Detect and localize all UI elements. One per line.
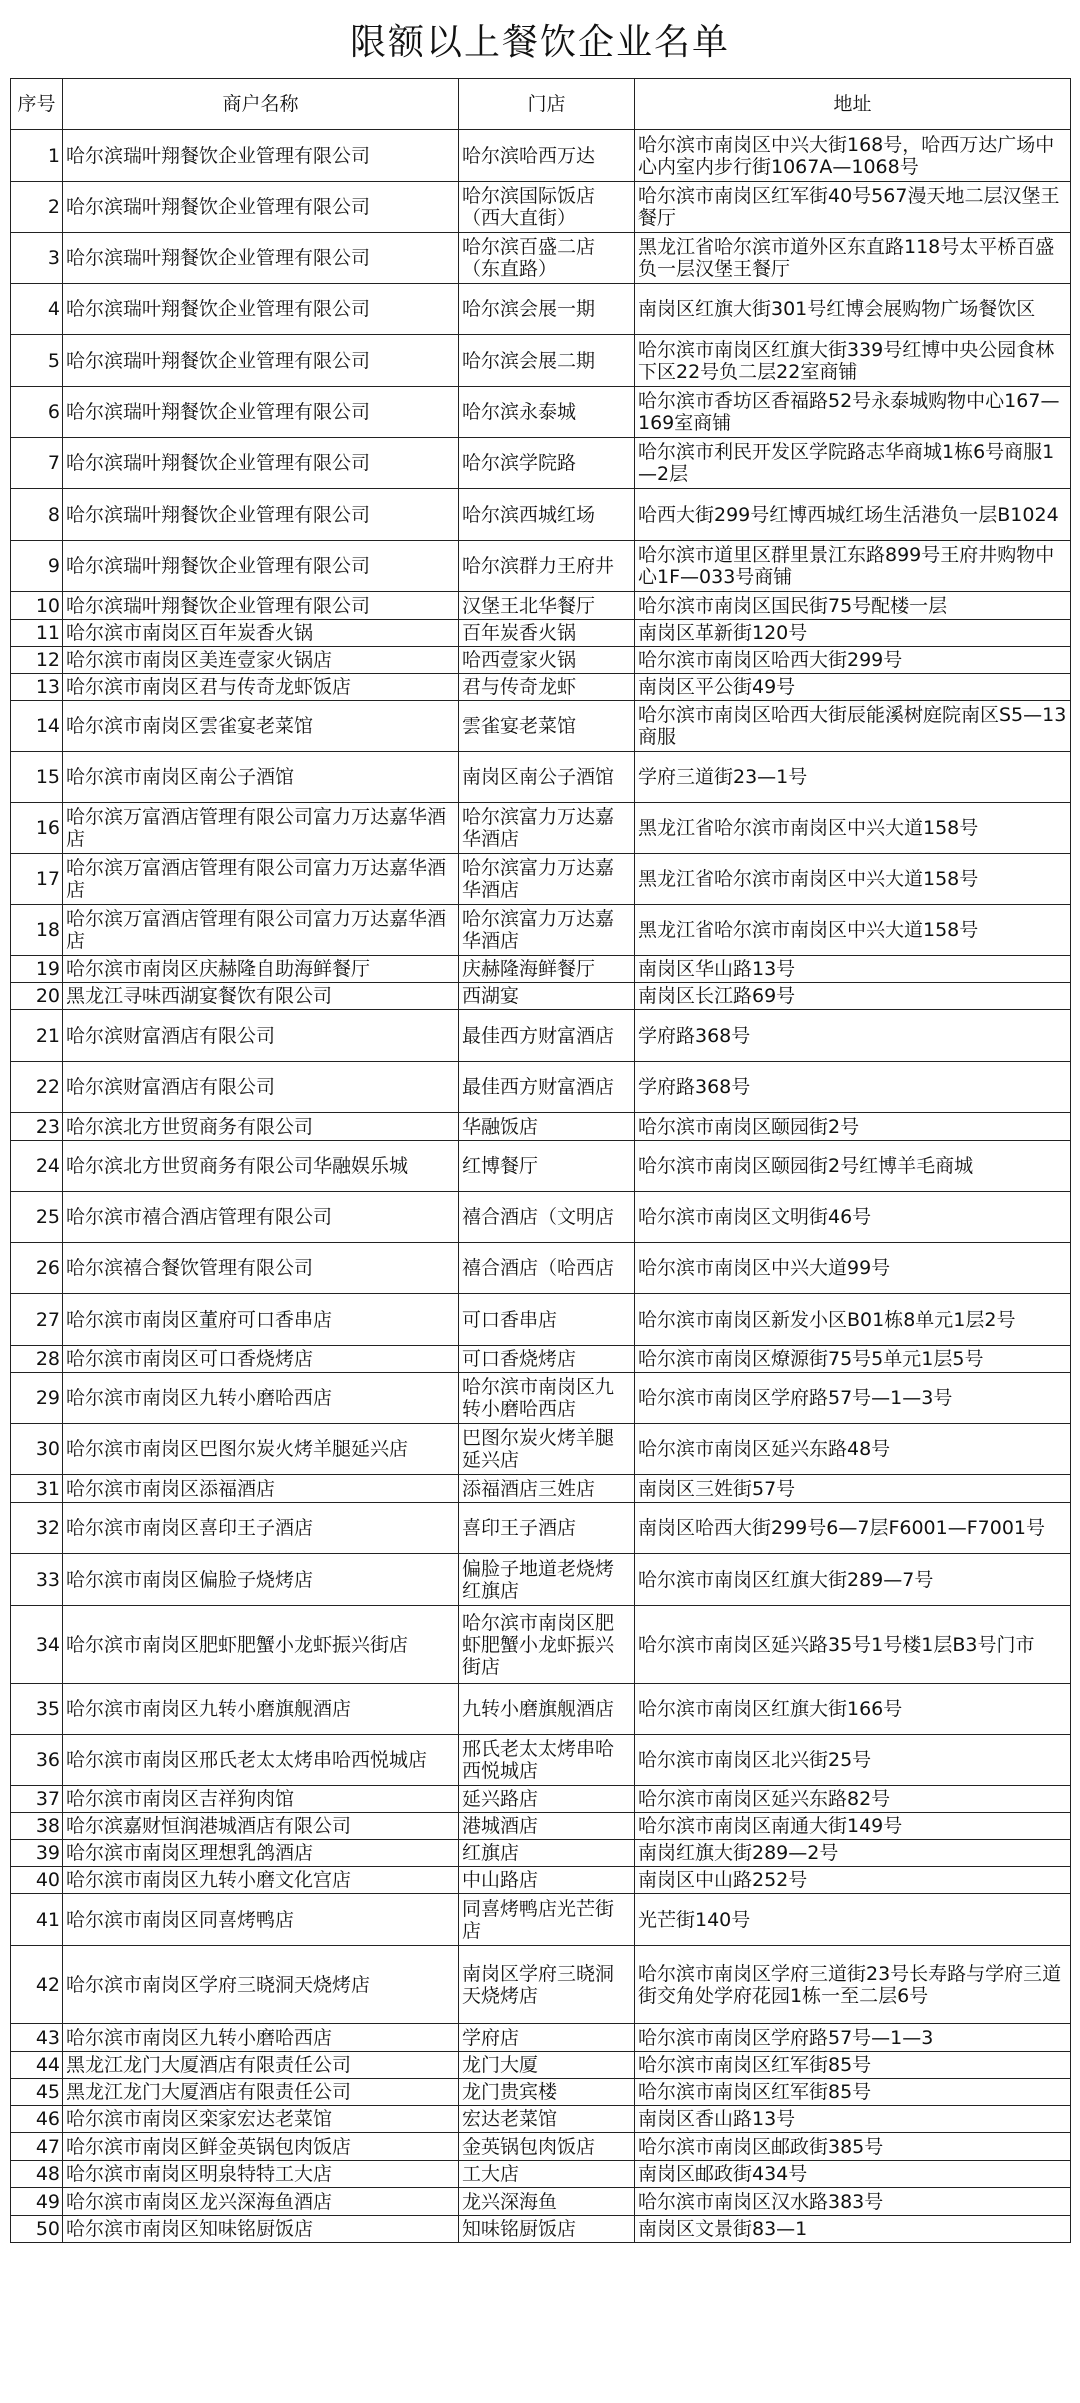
cell-address: 南岗区香山路13号	[635, 2106, 1071, 2133]
cell-address: 黑龙江省哈尔滨市南岗区中兴大道158号	[635, 905, 1071, 956]
cell-store: 哈尔滨学院路	[459, 438, 635, 489]
cell-store: 添福酒店三姓店	[459, 1475, 635, 1503]
cell-store: 学府店	[459, 2024, 635, 2052]
cell-no: 15	[11, 752, 63, 803]
table-row	[11, 1503, 1071, 1554]
cell-store: 龙门大厦	[459, 2052, 635, 2079]
cell-address: 黑龙江省哈尔滨市南岗区中兴大道158号	[635, 803, 1071, 854]
cell-merchant-name: 哈尔滨禧合餐饮管理有限公司	[63, 1243, 459, 1294]
table-row	[11, 387, 1071, 438]
cell-address: 光芒街140号	[635, 1894, 1071, 1946]
cell-merchant-name: 哈尔滨市南岗区明泉特特工大店	[63, 2161, 459, 2188]
table-row	[11, 2133, 1071, 2161]
enterprise-table	[10, 78, 1071, 2243]
cell-address: 哈尔滨市南岗区汉水路383号	[635, 2188, 1071, 2216]
cell-no: 26	[11, 1243, 63, 1294]
cell-no: 2	[11, 182, 63, 233]
cell-address: 南岗红旗大街289—2号	[635, 1840, 1071, 1867]
table-row	[11, 2024, 1071, 2052]
cell-merchant-name: 哈尔滨市南岗区学府三晓洞天烧烤店	[63, 1946, 459, 2024]
cell-merchant-name: 哈尔滨市南岗区九转小磨旗舰酒店	[63, 1684, 459, 1735]
cell-address: 哈尔滨市南岗区学府路57号—1—3号	[635, 1373, 1071, 1424]
table-row	[11, 701, 1071, 752]
cell-merchant-name: 哈尔滨财富酒店有限公司	[63, 1062, 459, 1113]
table-row	[11, 1141, 1071, 1192]
cell-address: 哈尔滨市南岗区颐园街2号红博羊毛商城	[635, 1141, 1071, 1192]
cell-store: 哈尔滨国际饭店（西大直街）	[459, 182, 635, 233]
cell-merchant-name: 哈尔滨北方世贸商务有限公司华融娱乐城	[63, 1141, 459, 1192]
cell-address: 哈尔滨市道里区群里景江东路899号王府井购物中心1F—033号商铺	[635, 541, 1071, 592]
cell-store: 可口香串店	[459, 1294, 635, 1346]
table-row	[11, 1192, 1071, 1243]
table-row	[11, 983, 1071, 1010]
cell-merchant-name: 哈尔滨市南岗区可口香烧烤店	[63, 1346, 459, 1373]
cell-store: 南岗区学府三晓洞天烧烤店	[459, 1946, 635, 2024]
cell-address: 哈尔滨市南岗区燎源街75号5单元1层5号	[635, 1346, 1071, 1373]
table-row	[11, 752, 1071, 803]
table-row	[11, 674, 1071, 701]
page-title: 限额以上餐饮企业名单	[349, 21, 730, 63]
cell-merchant-name: 哈尔滨万富酒店管理有限公司富力万达嘉华酒店	[63, 905, 459, 956]
table-row	[11, 1554, 1071, 1606]
cell-store: 同喜烤鸭店光芒街店	[459, 1894, 635, 1946]
cell-store: 百年炭香火锅	[459, 620, 635, 647]
table-row	[11, 335, 1071, 387]
cell-address: 哈尔滨市南岗区学府路57号—1—3	[635, 2024, 1071, 2052]
cell-store: 最佳西方财富酒店	[459, 1010, 635, 1062]
cell-no: 44	[11, 2052, 63, 2079]
cell-address: 南岗区邮政街434号	[635, 2161, 1071, 2188]
cell-address: 南岗区中山路252号	[635, 1867, 1071, 1894]
cell-address: 南岗区革新街120号	[635, 620, 1071, 647]
cell-no: 49	[11, 2188, 63, 2216]
cell-no: 8	[11, 489, 63, 541]
cell-store: 哈尔滨市南岗区肥虾肥蟹小龙虾振兴街店	[459, 1606, 635, 1684]
cell-address: 南岗区三姓街57号	[635, 1475, 1071, 1503]
cell-merchant-name: 哈尔滨市南岗区南公子酒馆	[63, 752, 459, 803]
cell-no: 41	[11, 1894, 63, 1946]
cell-store: 雲雀宴老菜馆	[459, 701, 635, 752]
cell-address: 南岗区华山路13号	[635, 956, 1071, 983]
cell-no: 11	[11, 620, 63, 647]
cell-store: 可口香烧烤店	[459, 1346, 635, 1373]
cell-merchant-name: 哈尔滨市南岗区理想乳鸽酒店	[63, 1840, 459, 1867]
table-header-row	[11, 79, 1071, 130]
header-address: 地址	[635, 79, 1071, 130]
cell-store: 哈尔滨富力万达嘉华酒店	[459, 854, 635, 905]
cell-store: 延兴路店	[459, 1786, 635, 1813]
cell-no: 50	[11, 2216, 63, 2243]
cell-merchant-name: 哈尔滨市南岗区偏脸子烧烤店	[63, 1554, 459, 1606]
cell-address: 哈尔滨市南岗区国民街75号配楼一层	[635, 592, 1071, 620]
cell-no: 42	[11, 1946, 63, 2024]
cell-no: 16	[11, 803, 63, 854]
cell-no: 34	[11, 1606, 63, 1684]
table-row	[11, 1010, 1071, 1062]
cell-store: 港城酒店	[459, 1813, 635, 1840]
cell-address: 哈尔滨市南岗区学府三道街23号长寿路与学府三道街交角处学府花园1栋一至二层6号	[635, 1946, 1071, 2024]
table-row	[11, 182, 1071, 233]
cell-store: 汉堡王北华餐厅	[459, 592, 635, 620]
table-row	[11, 905, 1071, 956]
cell-no: 33	[11, 1554, 63, 1606]
cell-merchant-name: 哈尔滨北方世贸商务有限公司	[63, 1113, 459, 1141]
cell-merchant-name: 哈尔滨市南岗区同喜烤鸭店	[63, 1894, 459, 1946]
cell-merchant-name: 哈尔滨市南岗区庆赫隆自助海鲜餐厅	[63, 956, 459, 983]
cell-merchant-name: 哈尔滨市南岗区雲雀宴老菜馆	[63, 701, 459, 752]
header-no: 序号	[11, 79, 63, 130]
cell-store: 南岗区南公子酒馆	[459, 752, 635, 803]
table-row	[11, 233, 1071, 284]
cell-no: 7	[11, 438, 63, 489]
cell-no: 10	[11, 592, 63, 620]
cell-address: 南岗区长江路69号	[635, 983, 1071, 1010]
cell-address: 哈尔滨市南岗区延兴东路82号	[635, 1786, 1071, 1813]
cell-address: 哈尔滨市南岗区延兴路35号1号楼1层B3号门市	[635, 1606, 1071, 1684]
table-row	[11, 1684, 1071, 1735]
cell-address: 哈尔滨市南岗区北兴街25号	[635, 1735, 1071, 1786]
table-row	[11, 647, 1071, 674]
cell-store: 庆赫隆海鲜餐厅	[459, 956, 635, 983]
cell-merchant-name: 哈尔滨瑞叶翔餐饮企业管理有限公司	[63, 438, 459, 489]
cell-store: 宏达老菜馆	[459, 2106, 635, 2133]
table-row	[11, 1606, 1071, 1684]
cell-merchant-name: 黑龙江寻味西湖宴餐饮有限公司	[63, 983, 459, 1010]
cell-merchant-name: 哈尔滨瑞叶翔餐饮企业管理有限公司	[63, 592, 459, 620]
cell-store: 哈尔滨富力万达嘉华酒店	[459, 905, 635, 956]
table-row	[11, 2052, 1071, 2079]
table-row	[11, 2079, 1071, 2106]
cell-no: 6	[11, 387, 63, 438]
cell-no: 43	[11, 2024, 63, 2052]
cell-merchant-name: 哈尔滨市南岗区鲜金英锅包肉饭店	[63, 2133, 459, 2161]
cell-no: 28	[11, 1346, 63, 1373]
cell-address: 黑龙江省哈尔滨市南岗区中兴大道158号	[635, 854, 1071, 905]
cell-no: 12	[11, 647, 63, 674]
table-row	[11, 130, 1071, 182]
cell-address: 哈尔滨市南岗区红旗大街339号红博中央公园食林下区22号负二层22室商铺	[635, 335, 1071, 387]
table-row	[11, 2188, 1071, 2216]
cell-store: 华融饭店	[459, 1113, 635, 1141]
cell-address: 南岗区文景街83—1	[635, 2216, 1071, 2243]
cell-no: 36	[11, 1735, 63, 1786]
table-row	[11, 284, 1071, 335]
table-row	[11, 956, 1071, 983]
cell-no: 24	[11, 1141, 63, 1192]
cell-no: 1	[11, 130, 63, 182]
cell-merchant-name: 哈尔滨市南岗区肥虾肥蟹小龙虾振兴街店	[63, 1606, 459, 1684]
cell-no: 39	[11, 1840, 63, 1867]
cell-store: 龙门贵宾楼	[459, 2079, 635, 2106]
cell-merchant-name: 哈尔滨市南岗区九转小磨文化宫店	[63, 1867, 459, 1894]
cell-no: 46	[11, 2106, 63, 2133]
cell-address: 哈尔滨市南岗区延兴东路48号	[635, 1424, 1071, 1475]
cell-address: 哈尔滨市南岗区哈西大街辰能溪树庭院南区S5—13商服	[635, 701, 1071, 752]
table-row	[11, 1346, 1071, 1373]
cell-store: 哈尔滨百盛二店（东直路）	[459, 233, 635, 284]
cell-merchant-name: 哈尔滨市南岗区董府可口香串店	[63, 1294, 459, 1346]
cell-merchant-name: 哈尔滨市南岗区邢氏老太太烤串哈西悦城店	[63, 1735, 459, 1786]
cell-address: 哈尔滨市南岗区红旗大街166号	[635, 1684, 1071, 1735]
table-row	[11, 803, 1071, 854]
cell-store: 哈尔滨西城红场	[459, 489, 635, 541]
cell-no: 31	[11, 1475, 63, 1503]
cell-address: 哈尔滨市香坊区香福路52号永泰城购物中心167—169室商铺	[635, 387, 1071, 438]
table-row	[11, 1894, 1071, 1946]
cell-store: 偏脸子地道老烧烤红旗店	[459, 1554, 635, 1606]
cell-no: 35	[11, 1684, 63, 1735]
table-row	[11, 1786, 1071, 1813]
cell-address: 哈尔滨市南岗区颐园街2号	[635, 1113, 1071, 1141]
cell-no: 18	[11, 905, 63, 956]
cell-store: 巴图尔炭火烤羊腿延兴店	[459, 1424, 635, 1475]
cell-store: 红博餐厅	[459, 1141, 635, 1192]
cell-no: 17	[11, 854, 63, 905]
cell-store: 哈尔滨群力王府井	[459, 541, 635, 592]
cell-store: 龙兴深海鱼	[459, 2188, 635, 2216]
table-row	[11, 1840, 1071, 1867]
cell-store: 西湖宴	[459, 983, 635, 1010]
cell-no: 40	[11, 1867, 63, 1894]
cell-address: 哈尔滨市南岗区文明街46号	[635, 1192, 1071, 1243]
table-row	[11, 2106, 1071, 2133]
cell-merchant-name: 哈尔滨市南岗区吉祥狗肉馆	[63, 1786, 459, 1813]
cell-merchant-name: 哈尔滨瑞叶翔餐饮企业管理有限公司	[63, 489, 459, 541]
cell-no: 20	[11, 983, 63, 1010]
cell-store: 禧合酒店（文明店	[459, 1192, 635, 1243]
cell-address: 学府路368号	[635, 1010, 1071, 1062]
table-row	[11, 1373, 1071, 1424]
cell-merchant-name: 哈尔滨市南岗区巴图尔炭火烤羊腿延兴店	[63, 1424, 459, 1475]
cell-store: 哈尔滨富力万达嘉华酒店	[459, 803, 635, 854]
table-row	[11, 1294, 1071, 1346]
cell-store: 君与传奇龙虾	[459, 674, 635, 701]
table-row	[11, 489, 1071, 541]
cell-no: 19	[11, 956, 63, 983]
cell-no: 23	[11, 1113, 63, 1141]
cell-no: 3	[11, 233, 63, 284]
cell-merchant-name: 哈尔滨市南岗区君与传奇龙虾饭店	[63, 674, 459, 701]
cell-merchant-name: 哈尔滨瑞叶翔餐饮企业管理有限公司	[63, 541, 459, 592]
table-row	[11, 2216, 1071, 2243]
table-row	[11, 1946, 1071, 2024]
cell-no: 48	[11, 2161, 63, 2188]
cell-merchant-name: 哈尔滨瑞叶翔餐饮企业管理有限公司	[63, 387, 459, 438]
cell-merchant-name: 哈尔滨瑞叶翔餐饮企业管理有限公司	[63, 233, 459, 284]
cell-address: 哈西大街299号红博西城红场生活港负一层B1024	[635, 489, 1071, 541]
cell-store: 哈尔滨会展二期	[459, 335, 635, 387]
cell-no: 4	[11, 284, 63, 335]
cell-merchant-name: 哈尔滨万富酒店管理有限公司富力万达嘉华酒店	[63, 854, 459, 905]
cell-store: 中山路店	[459, 1867, 635, 1894]
table-row	[11, 1243, 1071, 1294]
cell-address: 南岗区哈西大街299号6—7层F6001—F7001号	[635, 1503, 1071, 1554]
table-body	[11, 130, 1071, 2243]
cell-no: 27	[11, 1294, 63, 1346]
cell-address: 哈尔滨市南岗区邮政街385号	[635, 2133, 1071, 2161]
header-store: 门店	[459, 79, 635, 130]
cell-no: 38	[11, 1813, 63, 1840]
cell-merchant-name: 哈尔滨市南岗区百年炭香火锅	[63, 620, 459, 647]
cell-merchant-name: 哈尔滨市南岗区九转小磨哈西店	[63, 1373, 459, 1424]
table-row	[11, 541, 1071, 592]
cell-store: 最佳西方财富酒店	[459, 1062, 635, 1113]
table-row	[11, 854, 1071, 905]
cell-merchant-name: 哈尔滨市南岗区知味铭厨饭店	[63, 2216, 459, 2243]
cell-store: 金英锅包肉饭店	[459, 2133, 635, 2161]
cell-no: 47	[11, 2133, 63, 2161]
cell-no: 21	[11, 1010, 63, 1062]
cell-merchant-name: 黑龙江龙门大厦酒店有限责任公司	[63, 2079, 459, 2106]
cell-merchant-name: 哈尔滨瑞叶翔餐饮企业管理有限公司	[63, 284, 459, 335]
cell-address: 哈尔滨市南岗区新发小区B01栋8单元1层2号	[635, 1294, 1071, 1346]
cell-address: 南岗区红旗大街301号红博会展购物广场餐饮区	[635, 284, 1071, 335]
cell-store: 红旗店	[459, 1840, 635, 1867]
cell-no: 30	[11, 1424, 63, 1475]
cell-address: 学府路368号	[635, 1062, 1071, 1113]
cell-no: 13	[11, 674, 63, 701]
table-row	[11, 620, 1071, 647]
table-row	[11, 438, 1071, 489]
cell-address: 哈尔滨市南岗区中兴大道99号	[635, 1243, 1071, 1294]
table-row	[11, 2161, 1071, 2188]
cell-address: 哈尔滨市利民开发区学院路志华商城1栋6号商服1—2层	[635, 438, 1071, 489]
cell-no: 5	[11, 335, 63, 387]
cell-address: 哈尔滨市南岗区中兴大街168号，哈西万达广场中心内室内步行街1067A—1068号	[635, 130, 1071, 182]
cell-no: 29	[11, 1373, 63, 1424]
cell-merchant-name: 哈尔滨市南岗区龙兴深海鱼酒店	[63, 2188, 459, 2216]
cell-no: 37	[11, 1786, 63, 1813]
cell-merchant-name: 哈尔滨万富酒店管理有限公司富力万达嘉华酒店	[63, 803, 459, 854]
cell-no: 25	[11, 1192, 63, 1243]
table-row	[11, 592, 1071, 620]
cell-merchant-name: 哈尔滨财富酒店有限公司	[63, 1010, 459, 1062]
cell-store: 哈尔滨永泰城	[459, 387, 635, 438]
cell-no: 32	[11, 1503, 63, 1554]
cell-merchant-name: 哈尔滨嘉财恒润港城酒店有限公司	[63, 1813, 459, 1840]
cell-address: 哈尔滨市南岗区红军街40号567漫天地二层汉堡王餐厅	[635, 182, 1071, 233]
cell-store: 哈尔滨市南岗区九转小磨哈西店	[459, 1373, 635, 1424]
cell-no: 45	[11, 2079, 63, 2106]
cell-merchant-name: 哈尔滨市南岗区喜印王子酒店	[63, 1503, 459, 1554]
cell-no: 9	[11, 541, 63, 592]
table-row	[11, 1424, 1071, 1475]
cell-merchant-name: 哈尔滨瑞叶翔餐饮企业管理有限公司	[63, 335, 459, 387]
cell-address: 南岗区平公街49号	[635, 674, 1071, 701]
table-row	[11, 1475, 1071, 1503]
cell-merchant-name: 黑龙江龙门大厦酒店有限责任公司	[63, 2052, 459, 2079]
cell-merchant-name: 哈尔滨瑞叶翔餐饮企业管理有限公司	[63, 182, 459, 233]
cell-store: 邢氏老太太烤串哈西悦城店	[459, 1735, 635, 1786]
cell-store: 知味铭厨饭店	[459, 2216, 635, 2243]
cell-merchant-name: 哈尔滨市南岗区栾家宏达老菜馆	[63, 2106, 459, 2133]
table-row	[11, 1735, 1071, 1786]
cell-store: 工大店	[459, 2161, 635, 2188]
cell-address: 黑龙江省哈尔滨市道外区东直路118号太平桥百盛负一层汉堡王餐厅	[635, 233, 1071, 284]
table-row	[11, 1113, 1071, 1141]
cell-store: 九转小磨旗舰酒店	[459, 1684, 635, 1735]
cell-merchant-name: 哈尔滨市南岗区添福酒店	[63, 1475, 459, 1503]
table-row	[11, 1867, 1071, 1894]
cell-store: 禧合酒店（哈西店	[459, 1243, 635, 1294]
cell-store: 哈尔滨哈西万达	[459, 130, 635, 182]
cell-address: 哈尔滨市南岗区哈西大街299号	[635, 647, 1071, 674]
cell-address: 哈尔滨市南岗区红军街85号	[635, 2052, 1071, 2079]
cell-address: 学府三道街23—1号	[635, 752, 1071, 803]
cell-address: 哈尔滨市南岗区红军街85号	[635, 2079, 1071, 2106]
cell-merchant-name: 哈尔滨市南岗区美连壹家火锅店	[63, 647, 459, 674]
cell-no: 14	[11, 701, 63, 752]
cell-merchant-name: 哈尔滨瑞叶翔餐饮企业管理有限公司	[63, 130, 459, 182]
cell-store: 喜印王子酒店	[459, 1503, 635, 1554]
cell-address: 哈尔滨市南岗区南通大街149号	[635, 1813, 1071, 1840]
cell-merchant-name: 哈尔滨市禧合酒店管理有限公司	[63, 1192, 459, 1243]
cell-no: 22	[11, 1062, 63, 1113]
table-row	[11, 1062, 1071, 1113]
cell-merchant-name: 哈尔滨市南岗区九转小磨哈西店	[63, 2024, 459, 2052]
cell-address: 哈尔滨市南岗区红旗大街289—7号	[635, 1554, 1071, 1606]
header-merchant-name: 商户名称	[63, 79, 459, 130]
cell-store: 哈尔滨会展一期	[459, 284, 635, 335]
cell-store: 哈西壹家火锅	[459, 647, 635, 674]
table-row	[11, 1813, 1071, 1840]
